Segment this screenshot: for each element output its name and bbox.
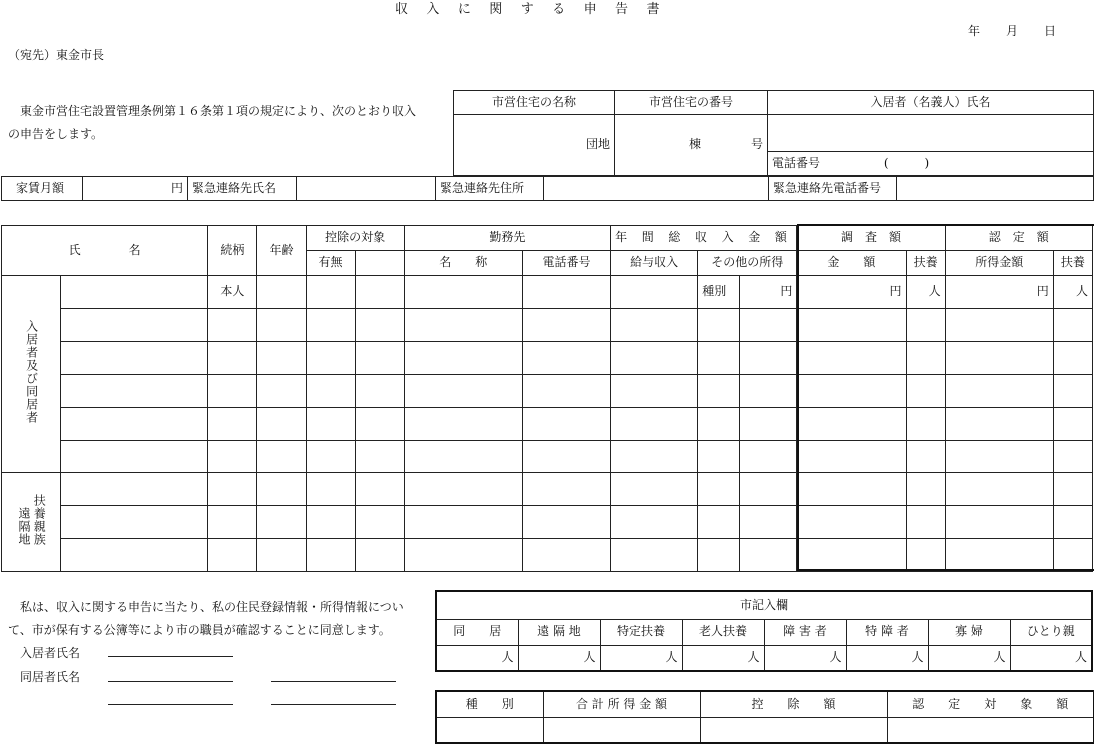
relation-cell[interactable] bbox=[208, 539, 257, 572]
other-kind-cell[interactable] bbox=[698, 506, 740, 539]
col-cert-dependents: 扶養 bbox=[1053, 251, 1092, 276]
survey-dependents-cell[interactable] bbox=[906, 342, 945, 375]
cert-dependents-cell[interactable] bbox=[1053, 408, 1092, 441]
deduction-cell[interactable] bbox=[306, 539, 355, 572]
phone-paren: ( ) bbox=[883, 155, 930, 170]
bottom-deduction-field[interactable] bbox=[700, 717, 887, 743]
deduction-extra-cell[interactable] bbox=[355, 309, 404, 342]
housing-number-field[interactable] bbox=[615, 115, 768, 176]
age-cell[interactable] bbox=[257, 408, 306, 441]
other-kind-cell[interactable] bbox=[698, 375, 740, 408]
cert-income-cell[interactable] bbox=[945, 473, 1053, 506]
col-income-header: 年 間 総 収 入 金 額 bbox=[611, 226, 797, 251]
age-cell[interactable] bbox=[257, 276, 306, 309]
work-phone-cell[interactable] bbox=[522, 309, 610, 342]
work-phone-cell[interactable] bbox=[522, 276, 610, 309]
salary-cell[interactable] bbox=[611, 342, 698, 375]
survey-amount-cell[interactable] bbox=[797, 342, 906, 375]
housing-name-field[interactable] bbox=[454, 115, 615, 176]
deduction-extra-cell[interactable] bbox=[355, 473, 404, 506]
contact-name-label: 緊急連絡先氏名 bbox=[188, 177, 297, 201]
cert-income-cell[interactable] bbox=[945, 342, 1053, 375]
work-name-cell[interactable] bbox=[404, 408, 522, 441]
salary-cell[interactable] bbox=[611, 441, 698, 473]
contact-address-label: 緊急連絡先住所 bbox=[436, 177, 544, 201]
other-amount-cell[interactable] bbox=[740, 342, 797, 375]
household-row bbox=[2, 309, 1093, 342]
contact-phone-label: 緊急連絡先電話番号 bbox=[769, 177, 897, 201]
phone-field[interactable] bbox=[768, 152, 1094, 176]
age-cell[interactable] bbox=[257, 375, 306, 408]
cert-dependents-cell[interactable] bbox=[1053, 539, 1092, 572]
consent-line1: 私は、収入に関する申告に当たり、私の住民登録情報・所得情報につい bbox=[20, 600, 404, 614]
relation-cell[interactable] bbox=[208, 375, 257, 408]
deduction-cell[interactable] bbox=[306, 506, 355, 539]
deduction-cell[interactable] bbox=[306, 276, 355, 309]
other-amount-cell[interactable] bbox=[740, 309, 797, 342]
name-cell[interactable] bbox=[61, 473, 208, 506]
age-cell[interactable] bbox=[257, 441, 306, 473]
salary-cell[interactable] bbox=[611, 375, 698, 408]
rent-contact-row bbox=[1, 176, 1094, 201]
relation-cell[interactable] bbox=[208, 342, 257, 375]
age-cell[interactable] bbox=[257, 506, 306, 539]
name-cell[interactable] bbox=[61, 441, 208, 473]
survey-amount-cell[interactable] bbox=[797, 309, 906, 342]
cert-income-cell[interactable]: 円 bbox=[945, 276, 1053, 309]
relation-cell[interactable]: 本人 bbox=[208, 276, 257, 309]
other-amount-cell[interactable] bbox=[740, 375, 797, 408]
city-count-5[interactable]: 人 bbox=[846, 645, 928, 671]
col-age-header: 年齢 bbox=[257, 226, 306, 276]
name-cell[interactable] bbox=[61, 539, 208, 572]
cert-income-cell[interactable] bbox=[945, 506, 1053, 539]
other-kind-cell[interactable] bbox=[698, 408, 740, 441]
resident-signature-line[interactable] bbox=[108, 656, 233, 657]
city-header-5: 特 障 者 bbox=[846, 619, 928, 645]
deduction-extra-cell[interactable] bbox=[355, 539, 404, 572]
bottom-total-field[interactable] bbox=[543, 717, 700, 743]
to-label: 棟 bbox=[689, 137, 702, 152]
go-label: 号 bbox=[750, 137, 763, 152]
work-phone-cell[interactable] bbox=[522, 506, 610, 539]
contact-phone-field[interactable] bbox=[897, 177, 1094, 201]
survey-dependents-cell[interactable] bbox=[906, 309, 945, 342]
deduction-cell[interactable] bbox=[306, 408, 355, 441]
deduction-cell[interactable] bbox=[306, 375, 355, 408]
cert-dependents-cell[interactable] bbox=[1053, 473, 1092, 506]
city-count-2[interactable]: 人 bbox=[600, 645, 682, 671]
col-name-header: 氏 名 bbox=[2, 226, 208, 276]
work-name-cell[interactable] bbox=[404, 506, 522, 539]
survey-dependents-cell[interactable] bbox=[906, 408, 945, 441]
work-phone-cell[interactable] bbox=[522, 473, 610, 506]
city-count-1[interactable]: 人 bbox=[518, 645, 600, 671]
housing-number-header: 市営住宅の番号 bbox=[615, 91, 768, 115]
work-phone-cell[interactable] bbox=[522, 375, 610, 408]
cert-income-cell[interactable] bbox=[945, 441, 1053, 473]
age-cell[interactable] bbox=[257, 309, 306, 342]
resident-name-field[interactable] bbox=[768, 115, 1094, 152]
city-count-0[interactable]: 人 bbox=[436, 645, 518, 671]
housing-name-header: 市営住宅の名称 bbox=[454, 91, 615, 115]
cert-income-cell[interactable] bbox=[945, 375, 1053, 408]
household-row bbox=[2, 375, 1093, 408]
col-cert-header: 認 定 額 bbox=[945, 226, 1092, 251]
rent-yen: 円 bbox=[170, 180, 183, 195]
cert-income-cell[interactable] bbox=[945, 309, 1053, 342]
other-amount-cell[interactable] bbox=[740, 408, 797, 441]
bottom-table bbox=[435, 690, 1094, 744]
city-count-4[interactable]: 人 bbox=[764, 645, 846, 671]
cohabitant-signature-line-2[interactable] bbox=[271, 681, 396, 682]
survey-amount-cell[interactable] bbox=[797, 506, 906, 539]
col-work-phone: 電話番号 bbox=[522, 251, 610, 276]
cohabitant-signature-label: 同居者氏名 bbox=[20, 670, 81, 684]
city-header-2: 特定扶養 bbox=[600, 619, 682, 645]
other-kind-cell[interactable] bbox=[698, 309, 740, 342]
cert-dependents-cell[interactable]: 人 bbox=[1053, 276, 1092, 309]
city-count-7[interactable]: 人 bbox=[1010, 645, 1092, 671]
col-other: その他の所得 bbox=[698, 251, 797, 276]
bottom-type-field[interactable] bbox=[436, 717, 543, 743]
city-use-table bbox=[435, 590, 1093, 672]
household-row bbox=[2, 506, 1093, 539]
bottom-header-2: 控 除 額 bbox=[700, 691, 887, 717]
col-deduction-header: 控除の対象 bbox=[306, 226, 404, 251]
survey-amount-cell[interactable] bbox=[797, 539, 906, 572]
date-month: 月 bbox=[1006, 24, 1019, 38]
phone-label: 電話番号 bbox=[772, 155, 821, 170]
name-cell[interactable] bbox=[61, 309, 208, 342]
city-header-1: 遠 隔 地 bbox=[518, 619, 600, 645]
col-work-name: 名 称 bbox=[404, 251, 522, 276]
salary-cell[interactable] bbox=[611, 408, 698, 441]
age-cell[interactable] bbox=[257, 539, 306, 572]
work-name-cell[interactable] bbox=[404, 309, 522, 342]
work-phone-cell[interactable] bbox=[522, 408, 610, 441]
salary-cell[interactable] bbox=[611, 276, 698, 309]
age-cell[interactable] bbox=[257, 342, 306, 375]
survey-amount-cell[interactable] bbox=[797, 473, 906, 506]
bottom-certified-field[interactable] bbox=[887, 717, 1094, 743]
age-cell[interactable] bbox=[257, 473, 306, 506]
col-survey-dependents: 扶養 bbox=[906, 251, 945, 276]
col-salary: 給与収入 bbox=[611, 251, 698, 276]
relation-cell[interactable] bbox=[208, 506, 257, 539]
household-row bbox=[2, 342, 1093, 375]
household-row bbox=[2, 539, 1093, 572]
other-amount-cell[interactable] bbox=[740, 506, 797, 539]
form-title: 収 入 に 関 す る 申 告 書 bbox=[395, 2, 667, 17]
cert-dependents-cell[interactable] bbox=[1053, 342, 1092, 375]
other-kind-cell[interactable] bbox=[698, 342, 740, 375]
rent-label: 家賃月額 bbox=[2, 177, 83, 201]
work-name-cell[interactable] bbox=[404, 276, 522, 309]
survey-dependents-cell[interactable] bbox=[906, 539, 945, 572]
city-header-6: 寡 婦 bbox=[928, 619, 1010, 645]
deduction-extra-cell[interactable] bbox=[355, 375, 404, 408]
deduction-cell[interactable] bbox=[306, 473, 355, 506]
other-amount-cell[interactable] bbox=[740, 441, 797, 473]
date-year: 年 bbox=[968, 24, 981, 38]
survey-dependents-cell[interactable] bbox=[906, 473, 945, 506]
consent-line2: て、市が保有する公簿等により市の職員が確認することに同意します。 bbox=[8, 623, 391, 637]
name-cell[interactable] bbox=[61, 342, 208, 375]
cert-dependents-cell[interactable] bbox=[1053, 441, 1092, 473]
bottom-header-3: 認 定 対 象 額 bbox=[887, 691, 1094, 717]
cert-dependents-cell[interactable] bbox=[1053, 375, 1092, 408]
city-header-7: ひとり親 bbox=[1010, 619, 1092, 645]
other-kind-cell[interactable] bbox=[698, 473, 740, 506]
col-amount: 金 額 bbox=[797, 251, 906, 276]
col-relation-header: 続柄 bbox=[208, 226, 257, 276]
contact-address-field[interactable] bbox=[544, 177, 769, 201]
work-name-cell[interactable] bbox=[404, 342, 522, 375]
survey-amount-cell[interactable]: 円 bbox=[797, 276, 906, 309]
city-header-3: 老人扶養 bbox=[682, 619, 764, 645]
name-cell[interactable] bbox=[61, 408, 208, 441]
other-kind-cell[interactable]: 種別 bbox=[698, 276, 740, 309]
deduction-extra-cell[interactable] bbox=[355, 408, 404, 441]
relation-cell[interactable] bbox=[208, 441, 257, 473]
group-remote-label: 遠隔地扶養親族 bbox=[2, 473, 61, 572]
work-phone-cell[interactable] bbox=[522, 441, 610, 473]
deduction-cell[interactable] bbox=[306, 309, 355, 342]
work-name-cell[interactable] bbox=[404, 539, 522, 572]
household-row bbox=[2, 441, 1093, 473]
col-work-header: 勤務先 bbox=[404, 226, 610, 251]
city-count-3[interactable]: 人 bbox=[682, 645, 764, 671]
col-deduction-blank bbox=[355, 251, 404, 276]
relation-cell[interactable] bbox=[208, 309, 257, 342]
relation-cell[interactable] bbox=[208, 408, 257, 441]
cohabitant-signature-line-4[interactable] bbox=[271, 704, 396, 705]
deduction-cell[interactable] bbox=[306, 441, 355, 473]
other-kind-cell[interactable] bbox=[698, 539, 740, 572]
survey-dependents-cell[interactable] bbox=[906, 441, 945, 473]
name-cell[interactable] bbox=[61, 506, 208, 539]
bottom-header-0: 種 別 bbox=[436, 691, 543, 717]
contact-name-field[interactable] bbox=[297, 177, 436, 201]
name-cell[interactable] bbox=[61, 375, 208, 408]
work-name-cell[interactable] bbox=[404, 375, 522, 408]
cohabitant-signature-line-1[interactable] bbox=[108, 681, 233, 682]
relation-cell[interactable] bbox=[208, 473, 257, 506]
survey-dependents-cell[interactable]: 人 bbox=[906, 276, 945, 309]
household-row bbox=[2, 276, 1093, 309]
deduction-extra-cell[interactable] bbox=[355, 506, 404, 539]
rent-field[interactable] bbox=[83, 177, 188, 201]
bottom-header-1: 合 計 所 得 金 額 bbox=[543, 691, 700, 717]
survey-amount-cell[interactable] bbox=[797, 441, 906, 473]
survey-dependents-cell[interactable] bbox=[906, 506, 945, 539]
date-day: 日 bbox=[1044, 24, 1057, 38]
col-cert-income: 所得金額 bbox=[945, 251, 1053, 276]
deduction-cell[interactable] bbox=[306, 342, 355, 375]
deduction-extra-cell[interactable] bbox=[355, 276, 404, 309]
resident-signature-label: 入居者氏名 bbox=[20, 646, 81, 660]
danchi-label: 団地 bbox=[585, 137, 610, 152]
intro-line1: 東金市営住宅設置管理条例第１６条第１項の規定により、次のとおり収入 bbox=[20, 104, 417, 118]
work-name-cell[interactable] bbox=[404, 441, 522, 473]
city-use-title: 市記入欄 bbox=[436, 591, 1092, 619]
cohabitant-signature-line-3[interactable] bbox=[108, 704, 233, 705]
housing-table bbox=[453, 90, 1094, 176]
group-residents-label: 入居者及び同居者 bbox=[2, 276, 61, 473]
cert-dependents-cell[interactable] bbox=[1053, 309, 1092, 342]
city-header-4: 障 害 者 bbox=[764, 619, 846, 645]
other-amount-cell[interactable] bbox=[740, 473, 797, 506]
other-amount-cell[interactable]: 円 bbox=[740, 276, 797, 309]
other-amount-cell[interactable] bbox=[740, 539, 797, 572]
deduction-extra-cell[interactable] bbox=[355, 342, 404, 375]
col-survey-header: 調 査 額 bbox=[797, 226, 945, 251]
survey-amount-cell[interactable] bbox=[797, 375, 906, 408]
deduction-extra-cell[interactable] bbox=[355, 441, 404, 473]
intro-line2: の申告をします。 bbox=[8, 127, 104, 141]
work-phone-cell[interactable] bbox=[522, 539, 610, 572]
other-kind-cell[interactable] bbox=[698, 441, 740, 473]
cert-income-cell[interactable] bbox=[945, 539, 1053, 572]
name-cell[interactable] bbox=[61, 276, 208, 309]
household-row bbox=[2, 408, 1093, 441]
salary-cell[interactable] bbox=[611, 473, 698, 506]
cert-dependents-cell[interactable] bbox=[1053, 506, 1092, 539]
city-count-6[interactable]: 人 bbox=[928, 645, 1010, 671]
addressee: （宛先）東金市長 bbox=[8, 48, 105, 62]
survey-dependents-cell[interactable] bbox=[906, 375, 945, 408]
household-table bbox=[1, 225, 1093, 572]
resident-name-header: 入居者（名義人）氏名 bbox=[768, 91, 1094, 115]
survey-amount-cell[interactable] bbox=[797, 408, 906, 441]
cert-income-cell[interactable] bbox=[945, 408, 1053, 441]
work-phone-cell[interactable] bbox=[522, 342, 610, 375]
salary-cell[interactable] bbox=[611, 309, 698, 342]
city-header-0: 同 居 bbox=[436, 619, 518, 645]
salary-cell[interactable] bbox=[611, 539, 698, 572]
salary-cell[interactable] bbox=[611, 506, 698, 539]
work-name-cell[interactable] bbox=[404, 473, 522, 506]
col-deduction-sub: 有無 bbox=[306, 251, 355, 276]
household-row bbox=[2, 473, 1093, 506]
